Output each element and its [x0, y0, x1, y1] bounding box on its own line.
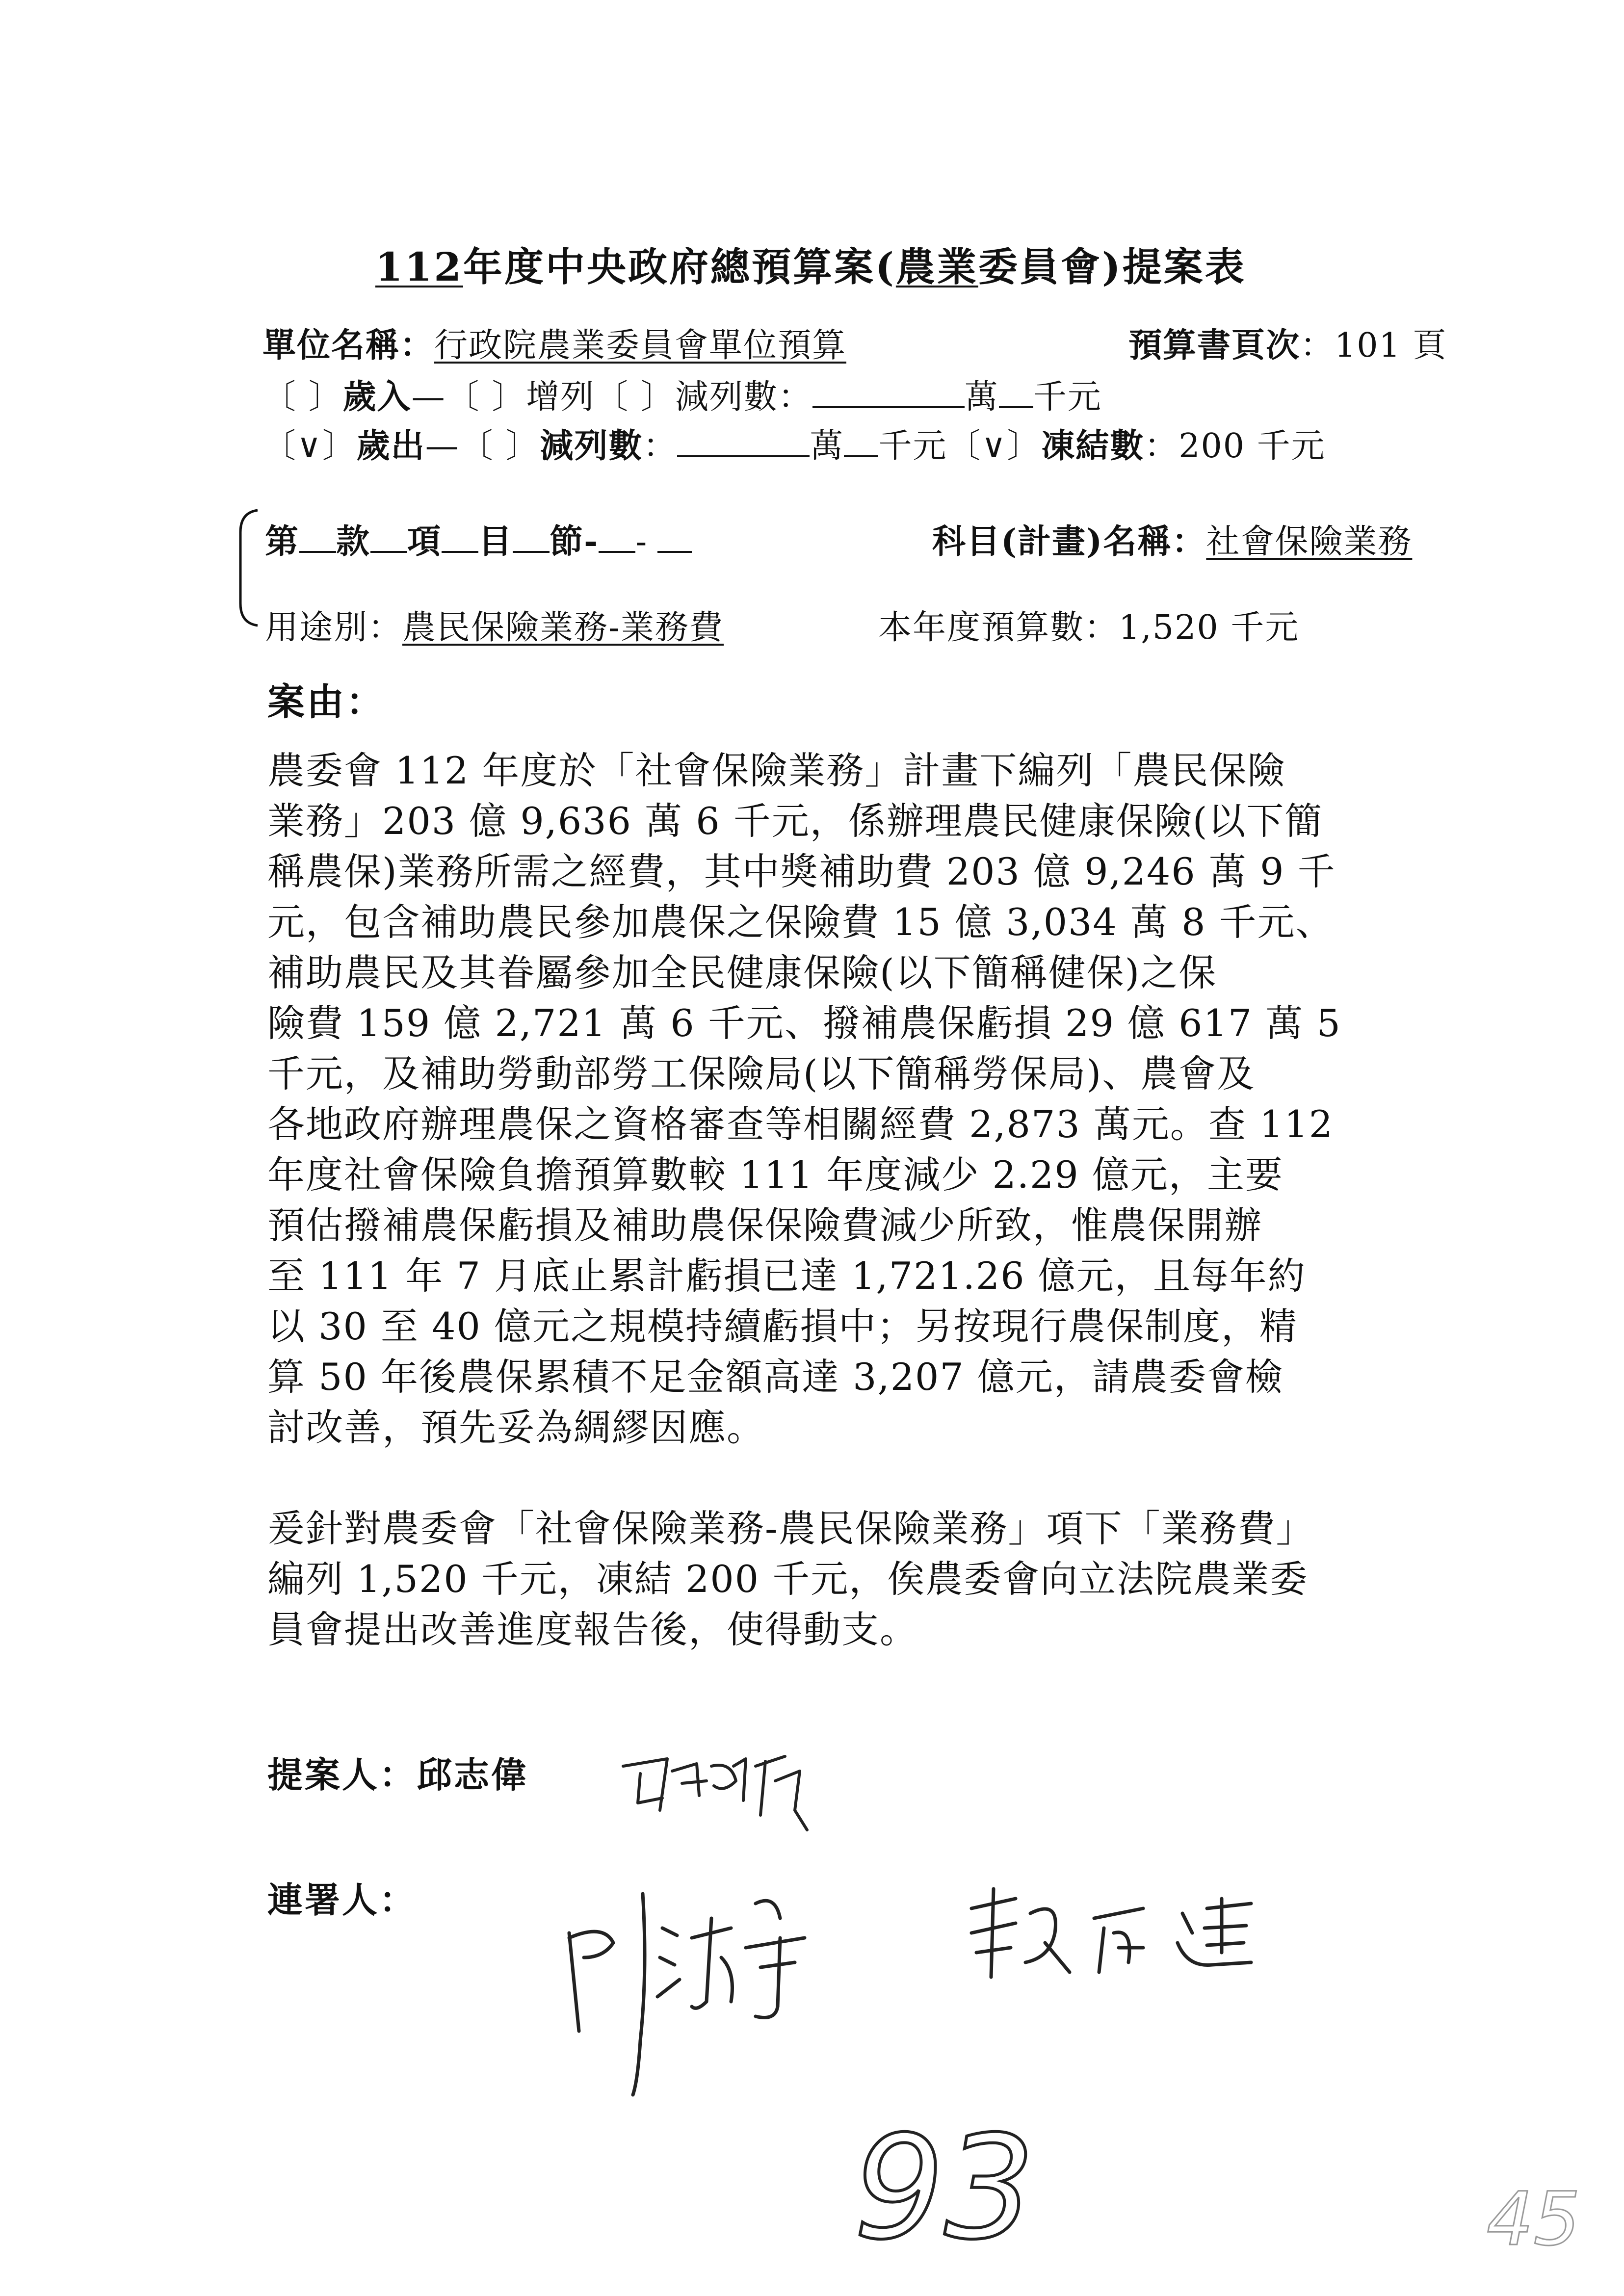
- budget-value: 1,520 千元: [1119, 608, 1300, 647]
- expenditure-label: 歲出: [356, 426, 425, 466]
- class-mu: 目: [478, 522, 513, 561]
- unit-row: [262, 319, 846, 366]
- title-mid: 年度中央政府總預算案(: [463, 244, 896, 290]
- subject-label: 科目(計畫)名稱：: [932, 522, 1206, 561]
- revenue-options: 〔 〕增列〔 〕減列數：: [445, 378, 812, 417]
- class-kuan: 款: [336, 522, 371, 561]
- budget-amount: [878, 601, 1299, 649]
- page-ref-label: 預算書頁次: [1128, 326, 1301, 365]
- reason-line: 討改善，預先妥為綢繆因應。: [267, 1406, 765, 1449]
- reason-line: 員會提出改善進度報告後，使得動支。: [267, 1608, 918, 1651]
- reason-line: 編列 1,520 千元，凍結 200 千元，俟農委會向立法院農業委: [267, 1557, 1309, 1601]
- class-blank-4: [513, 521, 550, 553]
- title-committee-rest: 委員會)提案表: [978, 244, 1246, 290]
- reason-line: 各地政府辦理農保之資格審查等相關經費 2,873 萬元。查 112: [267, 1102, 1334, 1146]
- reason-line: 千元，及補助勞動部勞工保險局(以下簡稱勞保局)、農會及: [267, 1052, 1256, 1096]
- expenditure-qian-blank: [844, 425, 878, 457]
- cosigner-label: 連署人：: [267, 1879, 417, 1921]
- reason-line: 算 50 年後農保累積不足金額高達 3,207 億元，請農委會檢: [267, 1355, 1283, 1399]
- corner-page-number-text: 45: [1487, 2177, 1580, 2262]
- subject-value: 社會保險業務: [1206, 522, 1413, 561]
- revenue-unit-wan: 萬: [964, 378, 999, 417]
- expenditure-checkbox: 〔∨〕: [262, 427, 357, 466]
- expenditure-row: [262, 419, 1326, 467]
- class-blank-1: [299, 521, 336, 553]
- revenue-wan-blank: [812, 376, 965, 408]
- reason-line: 以 30 至 40 億元之規模持續虧損中；另按現行農保制度，精: [267, 1305, 1298, 1348]
- reason-line: 元，包含補助農民參加農保之保險費 15 億 3,034 萬 8 千元、: [267, 900, 1334, 944]
- proposer-label: 提案人：: [267, 1754, 417, 1796]
- proposer-signature: [613, 1737, 819, 1845]
- unit-value: 行政院農業委員會單位預算: [434, 326, 847, 365]
- proposer-name: 邱志偉: [417, 1754, 529, 1796]
- page-ref-value: ：101 頁: [1300, 326, 1447, 365]
- cosigner-signature-2: [957, 1879, 1271, 1997]
- corner-page-number: [1487, 2177, 1599, 2262]
- class-blank-5: [599, 521, 635, 553]
- title-committee: 農業: [895, 244, 978, 290]
- reason-line: 業務」203 億 9,636 萬 6 千元，係辦理農民健康保險(以下簡: [267, 799, 1323, 843]
- classification-row: [265, 515, 692, 563]
- reason-line: 預估撥補農保虧損及補助農保保險費減少所致，惟農保開辦: [267, 1203, 1262, 1247]
- freeze-label: 凍結數: [1041, 426, 1145, 466]
- class-jie: 節-: [550, 522, 599, 561]
- handwritten-page-number: [849, 2106, 1040, 2271]
- expenditure-unit-qian: 千元〔∨〕: [878, 427, 1042, 466]
- revenue-checkbox: 〔 〕: [262, 378, 343, 417]
- reason-line: 年度社會保險負擔預算數較 111 年度減少 2.29 億元，主要: [267, 1153, 1283, 1197]
- use-value: 農民保險業務-業務費: [402, 608, 724, 647]
- reason-line: 農委會 112 年度於「社會保險業務」計畫下編列「農民保險: [267, 749, 1286, 792]
- revenue-row: [262, 370, 1102, 418]
- expenditure-unit-wan: 萬: [810, 427, 844, 466]
- cosigner-signature-1: [550, 1874, 824, 2105]
- class-blank-6: [657, 521, 692, 553]
- expenditure-dash: —〔 〕: [425, 427, 540, 466]
- class-blank-3: [442, 521, 478, 553]
- page-ref: [1128, 319, 1447, 366]
- reason-heading: 案由：: [267, 680, 385, 724]
- reason-line: 險費 159 億 2,721 萬 6 千元、撥補農保虧損 29 億 617 萬 5: [267, 1001, 1341, 1045]
- decrease-colon: ：: [643, 427, 678, 466]
- reason-line: 稱農保)業務所需之經費，其中獎補助費 203 億 9,246 萬 9 千: [267, 850, 1336, 893]
- handwritten-page-number-text: 93: [854, 2106, 1035, 2271]
- subject-name: [932, 515, 1412, 563]
- left-brace: [231, 508, 265, 628]
- revenue-label: 歲入: [342, 377, 412, 417]
- page-title: [375, 235, 1246, 292]
- title-year: 112: [375, 244, 463, 290]
- reason-line: 爰針對農委會「社會保險業務-農民保險業務」項下「業務費」: [267, 1507, 1314, 1550]
- class-xiang: 項: [407, 522, 442, 561]
- revenue-unit-qian: 千元: [1033, 378, 1102, 417]
- class-dash: -: [635, 522, 648, 561]
- proposer: [267, 1747, 528, 1798]
- reason-line: 至 111 年 7 月底止累計虧損已達 1,721.26 億元，且每年約: [267, 1254, 1306, 1298]
- class-blank-2: [370, 521, 407, 553]
- reason-line: 補助農民及其眷屬參加全民健康保險(以下簡稱健保)之保: [267, 951, 1217, 994]
- revenue-dash: —: [411, 378, 446, 417]
- budget-label: 本年度預算數：: [878, 608, 1119, 647]
- class-di: 第: [265, 522, 300, 561]
- use-row: [265, 601, 724, 649]
- freeze-value: ：200 千元: [1144, 427, 1326, 466]
- revenue-qian-blank: [999, 376, 1033, 408]
- decrease-label: 減列數: [540, 426, 643, 466]
- use-label: 用途別：: [265, 608, 403, 647]
- expenditure-wan-blank: [677, 425, 810, 457]
- unit-label: 單位名稱：: [262, 326, 435, 365]
